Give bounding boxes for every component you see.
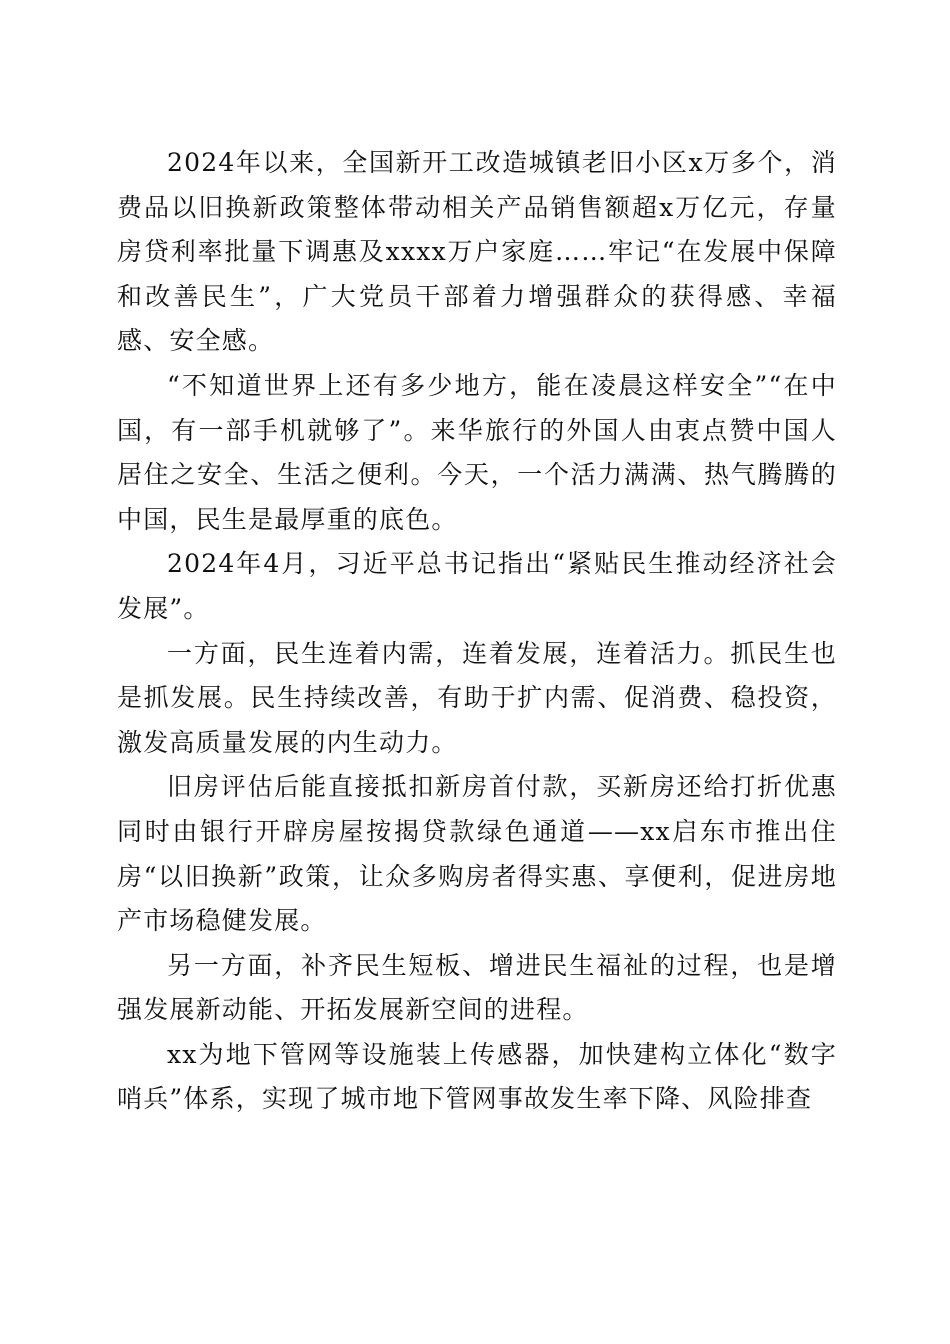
paragraph: xx为地下管网等设施装上传感器，加快建构立体化“数字哨兵”体系，实现了城市地下管网事故发生率下降、风险排查 xyxy=(117,1039,837,1114)
paragraph: 2024年以来，全国新开工改造城镇老旧小区x万多个，消费品以旧换新政策整体带动相关产品销售额超x万亿元，存量房贷利率批量下调惠及xxxx万户家庭……牢记“在发展中保障和改善民生”，广大党员干部着力增强群众的获得感、幸福感、安全感。 xyxy=(117,148,837,356)
paragraph: 另一方面，补齐民生短板、增进民生福祉的过程，也是增强发展新动能、开拓发展新空间的进程。 xyxy=(117,950,837,1025)
document-page xyxy=(117,141,837,1122)
paragraph: “不知道世界上还有多少地方，能在凌晨这样安全”“在中国，有一部手机就够了”。来华旅行的外国人由衷点赞中国人居住之安全、生活之便利。今天，一个活力满满、热气腾腾的中国，民生是最厚重的底色。 xyxy=(117,370,837,534)
paragraph: 旧房评估后能直接抵扣新房首付款，买新房还给打折优惠同时由银行开辟房屋按揭贷款绿色通道——xx启东市推出住房“以旧换新”政策，让众多购房者得实惠、享便利，促进房地产市场稳健发展。 xyxy=(117,772,837,936)
paragraph: 2024年4月，习近平总书记指出“紧贴民生推动经济社会发展”。 xyxy=(117,549,837,623)
paragraph: 一方面，民生连着内需，连着发展，连着活力。抓民生也是抓发展。民生持续改善，有助于扩内需、促消费、稳投资，激发高质量发展的内生动力。 xyxy=(117,638,837,757)
